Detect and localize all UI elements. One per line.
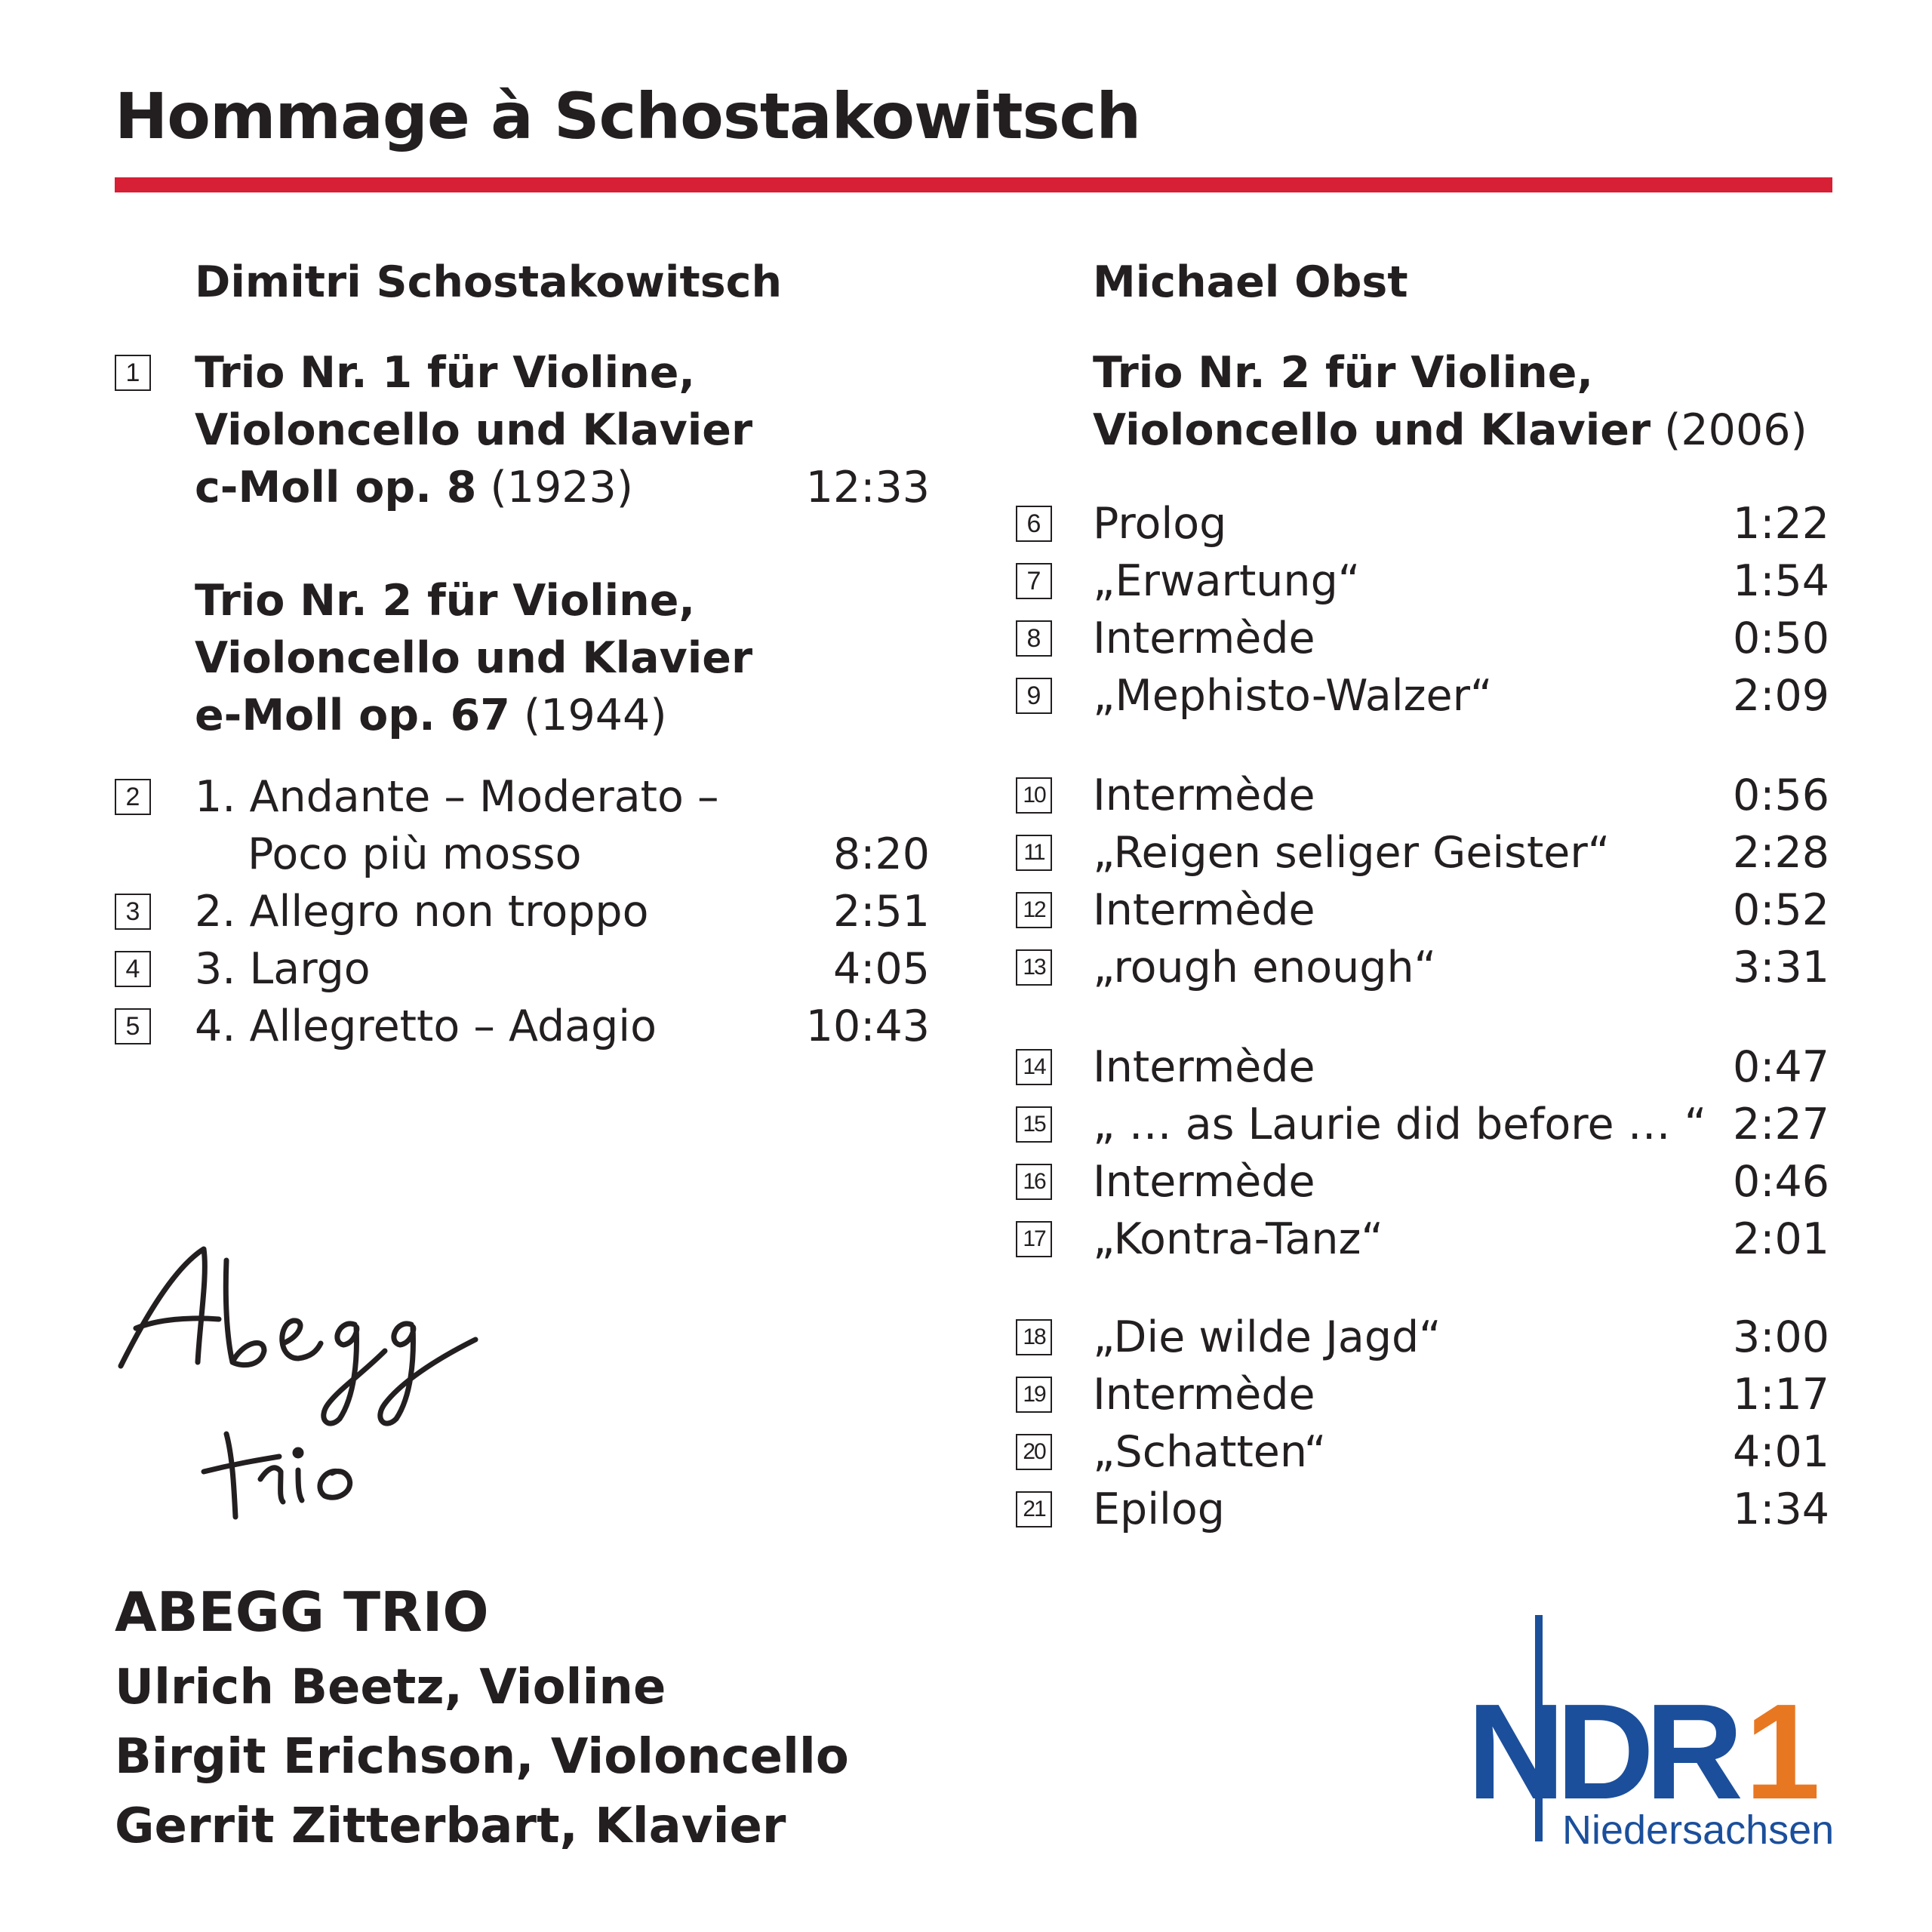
- track-title: Intermède: [1093, 1157, 1315, 1207]
- track-title: „Kontra-Tanz“: [1093, 1214, 1383, 1264]
- track-duration: 0:52: [1733, 885, 1829, 935]
- track-duration: 2:01: [1733, 1214, 1829, 1264]
- ensemble-member: Gerrit Zitterbart, Klavier: [115, 1798, 786, 1854]
- track-duration: 0:50: [1733, 614, 1829, 663]
- track-title: „Reigen seliger Geister“: [1093, 828, 1611, 878]
- work-year: (1923): [476, 463, 634, 512]
- track-title-continued: Poco più mosso: [248, 829, 582, 879]
- track-number-box: 9: [1016, 678, 1052, 714]
- track-number-box: 14: [1016, 1049, 1052, 1085]
- ndr-region: Niedersachsen: [1562, 1807, 1835, 1853]
- track-duration: 4:05: [833, 944, 930, 994]
- track-title: „Schatten“: [1093, 1427, 1327, 1477]
- work-line: Trio Nr. 2 für Violine,: [1093, 348, 1594, 398]
- work-line: Violoncello und Klavier: [195, 405, 753, 455]
- track-title: Intermède: [1093, 1370, 1315, 1420]
- track-number-box: 13: [1016, 949, 1052, 986]
- ensemble-name: ABEGG TRIO: [115, 1580, 489, 1644]
- track-number-box: 7: [1016, 563, 1052, 599]
- track-duration: 3:31: [1733, 943, 1829, 992]
- work-line: Violoncello und Klavier: [195, 633, 753, 683]
- track-number-box: 17: [1016, 1221, 1052, 1257]
- track-title: „Mephisto-Walzer“: [1093, 671, 1493, 721]
- track-duration: 0:56: [1733, 771, 1829, 820]
- track-number-box: 11: [1016, 835, 1052, 871]
- ndr1-logo: [1467, 1676, 1812, 1828]
- ndr-letters: NDR: [1467, 1676, 1734, 1828]
- track-title: Intermède: [1093, 614, 1315, 663]
- track-number-box: 2: [115, 779, 151, 815]
- track-title: 3. Largo: [195, 944, 371, 994]
- track-duration: 3:00: [1733, 1312, 1829, 1362]
- track-duration: 1:22: [1733, 499, 1829, 549]
- track-title: Intermède: [1093, 885, 1315, 935]
- track-title: Epilog: [1093, 1484, 1225, 1534]
- work-year: (1944): [509, 691, 667, 740]
- track-title: 2. Allegro non troppo: [195, 887, 649, 937]
- work-line-bold: Violoncello und Klavier: [1093, 405, 1651, 455]
- track-duration: 1:54: [1733, 556, 1829, 606]
- track-duration: 1:17: [1733, 1370, 1829, 1420]
- track-number-box: 6: [1016, 506, 1052, 542]
- track-title: 1. Andante – Moderato –: [195, 772, 719, 822]
- track-number-box: 19: [1016, 1377, 1052, 1413]
- album-title: Hommage à Schostakowitsch: [115, 79, 1141, 153]
- track-title: „Erwartung“: [1093, 556, 1361, 606]
- track-duration: 0:47: [1733, 1042, 1829, 1092]
- ndr-number: 1: [1744, 1676, 1812, 1828]
- track-number-box: 4: [115, 951, 151, 987]
- track-number-box: 15: [1016, 1106, 1052, 1143]
- work-key: c-Moll op. 8: [195, 463, 477, 512]
- ensemble-member: Birgit Erichson, Violoncello: [115, 1729, 849, 1785]
- track-number-box: 16: [1016, 1164, 1052, 1200]
- track-title: „Die wilde Jagd“: [1093, 1312, 1441, 1362]
- work-key-line: [1093, 401, 1807, 459]
- track-duration: 2:51: [833, 887, 930, 937]
- track-duration: 12:33: [805, 463, 930, 512]
- track-title: „rough enough“: [1093, 943, 1437, 992]
- work-line: Trio Nr. 1 für Violine,: [195, 348, 696, 398]
- track-number-box: 18: [1016, 1319, 1052, 1355]
- work-key-line: [195, 687, 667, 744]
- track-duration: 2:27: [1733, 1100, 1829, 1149]
- work-year: (2006): [1651, 405, 1807, 455]
- abegg-trio-signature: [113, 1230, 491, 1532]
- track-title: Intermède: [1093, 1042, 1315, 1092]
- track-number-box: 21: [1016, 1491, 1052, 1527]
- track-title: Prolog: [1093, 499, 1227, 549]
- work-key-line: [195, 459, 633, 516]
- track-title: Intermède: [1093, 771, 1315, 820]
- track-duration: 2:09: [1733, 671, 1829, 721]
- track-duration: 0:46: [1733, 1157, 1829, 1207]
- composer-right: Michael Obst: [1093, 257, 1408, 307]
- track-number-box: 12: [1016, 892, 1052, 928]
- track-duration: 1:34: [1733, 1484, 1829, 1534]
- track-title: 4. Allegretto – Adagio: [195, 1001, 657, 1051]
- track-number-box: 10: [1016, 777, 1052, 814]
- track-duration: 4:01: [1733, 1427, 1829, 1477]
- work-line: Trio Nr. 2 für Violine,: [195, 576, 696, 626]
- track-duration: 2:28: [1733, 828, 1829, 878]
- track-number-box: 8: [1016, 620, 1052, 657]
- track-duration: 8:20: [833, 829, 930, 879]
- ensemble-member: Ulrich Beetz, Violine: [115, 1660, 666, 1715]
- track-title: „ … as Laurie did before … “: [1093, 1100, 1707, 1149]
- track-duration: 10:43: [805, 1001, 930, 1051]
- composer-left: Dimitri Schostakowitsch: [195, 257, 783, 307]
- track-number-box: 3: [115, 894, 151, 930]
- title-rule: [115, 177, 1832, 192]
- track-number-box: 20: [1016, 1434, 1052, 1470]
- work-key: e-Moll op. 67: [195, 691, 510, 740]
- track-number-box: 5: [115, 1008, 151, 1044]
- track-number-box: 1: [115, 355, 151, 391]
